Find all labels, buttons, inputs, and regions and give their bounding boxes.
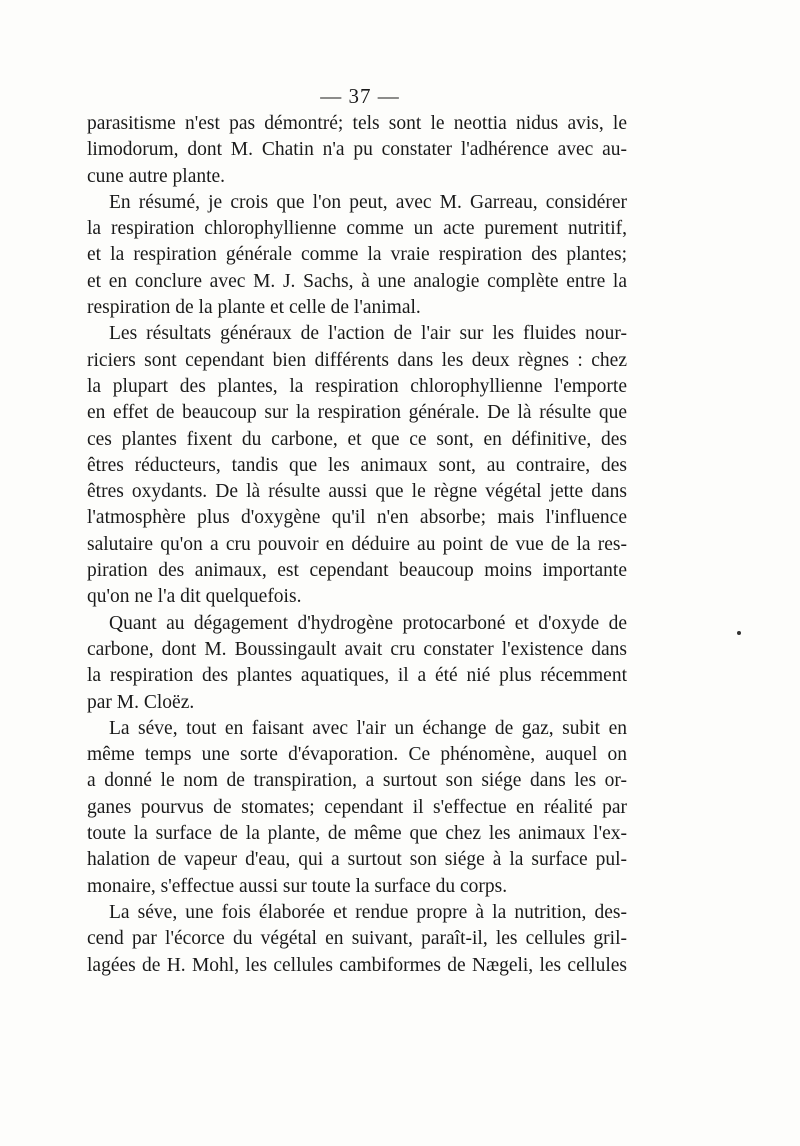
text-line: la plupart des plantes, la respiration chlorophyllienne l'emporte	[87, 375, 627, 397]
text-line: ganes pourvus de stomates; cependant il s'effectue en réalité par	[87, 796, 627, 818]
text-line: lagées de H. Mohl, les cellules cambiformes de Nægeli, les cellules	[87, 954, 627, 976]
text-line: En résumé, je crois que l'on peut, avec M. Garreau, considérer	[109, 191, 627, 213]
text-line: ces plantes fixent du carbone, et que ce sont, en définitive, des	[87, 428, 627, 450]
text-line: Quant au dégagement d'hydrogène protocarboné et d'oxyde de	[109, 612, 627, 634]
text-line: Les résultats généraux de l'action de l'air sur les fluides nour-	[109, 323, 627, 345]
text-line: piration des animaux, est cependant beaucoup moins importante	[87, 560, 627, 582]
text-line: en effet de beaucoup sur la respiration générale. De là résulte que	[87, 402, 627, 424]
text-line: et en conclure avec M. J. Sachs, à une analogie complète entre la	[87, 270, 627, 292]
text-line: salutaire qu'on a cru pouvoir en déduire au point de vue de la res-	[87, 533, 627, 555]
text-line: êtres réducteurs, tandis que les animaux sont, au contraire, des	[87, 454, 627, 476]
text-line: cune autre plante.	[87, 165, 226, 187]
text-line: La séve, tout en faisant avec l'air un échange de gaz, subit en	[109, 717, 627, 739]
text-line: par M. Cloëz.	[87, 691, 195, 713]
text-line: limodorum, dont M. Chatin n'a pu constater l'adhérence avec au-	[87, 139, 627, 161]
text-line: l'atmosphère plus d'oxygène qu'il n'en absorbe; mais l'influence	[87, 507, 627, 529]
text-line: êtres oxydants. De là résulte aussi que le règne végétal jette dans	[87, 481, 627, 503]
text-line: monaire, s'effectue aussi sur toute la surface du corps.	[87, 875, 508, 897]
text-line: qu'on ne l'a dit quelquefois.	[87, 586, 302, 608]
text-line: même temps une sorte d'évaporation. Ce phénomène, auquel on	[87, 744, 627, 766]
text-line: la respiration des plantes aquatiques, il a été nié plus récemment	[87, 665, 627, 687]
text-line: cend par l'écorce du végétal en suivant, paraît-il, les cellules gril-	[87, 928, 627, 950]
text-line: et la respiration générale comme la vraie respiration des plantes;	[87, 244, 627, 266]
text-line: riciers sont cependant bien différents dans les deux règnes : chez	[87, 349, 627, 371]
text-line: toute la surface de la plante, de même que chez les animaux l'ex-	[87, 823, 627, 845]
scan-speck	[737, 631, 741, 635]
text-line: a donné le nom de transpiration, a surtout son siége dans les or-	[87, 770, 627, 792]
page-number: — 37 —	[320, 84, 400, 108]
text-line: parasitisme n'est pas démontré; tels sont le neottia nidus avis, le	[87, 113, 627, 134]
text-line: la respiration chlorophyllienne comme un acte purement nutritif,	[87, 218, 627, 240]
body-text	[87, 111, 627, 979]
text-line: halation de vapeur d'eau, qui a surtout son siége à la surface pul-	[87, 849, 627, 871]
text-line: La séve, une fois élaborée et rendue propre à la nutrition, des-	[109, 901, 627, 923]
text-line: respiration de la plante et celle de l'animal.	[87, 297, 421, 319]
text-line: carbone, dont M. Boussingault avait cru constater l'existence dans	[87, 638, 627, 660]
